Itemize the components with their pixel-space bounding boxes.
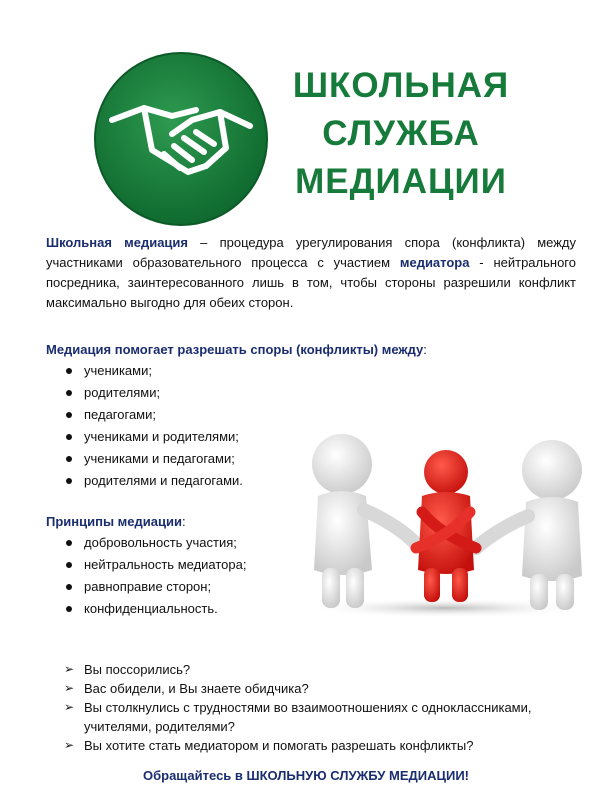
list-item: нейтральность медиатора; [62,554,246,576]
helps-heading-text: Медиация помогает разрешать споры (конфликты) между [46,342,424,357]
list-item: конфиденциальность. [62,598,246,620]
mediation-illustration [300,430,592,620]
page-title [268,62,534,206]
intro-paragraph [46,233,576,313]
intro-text-2: - нейтрального посредника, заинтересованного лишь в том, чтобы стороны разрешили конфликт максимально выгодно для обеих сторон. [46,255,576,310]
principles-heading [46,514,186,529]
list-item: ➢ Вас обидели, и Вы знаете обидчика? [64,681,309,696]
call-to-action: Обращайтесь в ШКОЛЬНУЮ СЛУЖБУ МЕДИАЦИИ! [142,768,469,783]
arrow-right-icon: ➢ [64,681,75,695]
intro-term: Школьная медиация [46,235,188,250]
list-item: ➢ Вы поссорились? [64,662,191,677]
list-item: добровольность участия; [62,532,246,554]
arrow-right-icon: ➢ [64,662,75,676]
list-item: ➢ Вы столкнулись с трудностями во взаимоотношениях с одноклассниками, учителями, родителями? [64,700,532,734]
list-item: равноправие сторон; [62,576,246,598]
arrow-right-icon: ➢ [64,700,75,714]
list-item: учениками; [62,360,243,382]
arrow-right-icon: ➢ [64,738,75,752]
title-line-3: МЕДИАЦИИ [295,162,507,201]
list-item: учениками и родителями; [62,426,243,448]
list-item: родителями и педагогами. [62,470,243,492]
principles-heading-colon: : [181,514,186,529]
title-line-1: ШКОЛЬНАЯ [292,66,510,105]
principles-heading-text: Принципы медиации [46,514,182,529]
principles-list [62,532,246,620]
intro-text-1: – процедура урегулирования спора (конфликта) между участниками образовательного процесса с участием [46,235,577,270]
list-item: ➢ Вы хотите стать медиатором и помогать разрешать конфликты? [64,738,474,753]
title-line-2: СЛУЖБА [322,114,480,153]
questions-list [64,660,584,755]
helps-heading-colon: : [423,342,427,357]
list-item: педагогами; [62,404,243,426]
handshake-icon [92,50,270,228]
helps-list [62,360,243,492]
mediator-figures-icon [300,430,592,620]
intro-term-mediator: медиатора [399,255,470,270]
list-item: родителями; [62,382,243,404]
list-item: учениками и педагогами; [62,448,243,470]
handshake-logo [92,50,270,228]
helps-heading [46,342,427,357]
